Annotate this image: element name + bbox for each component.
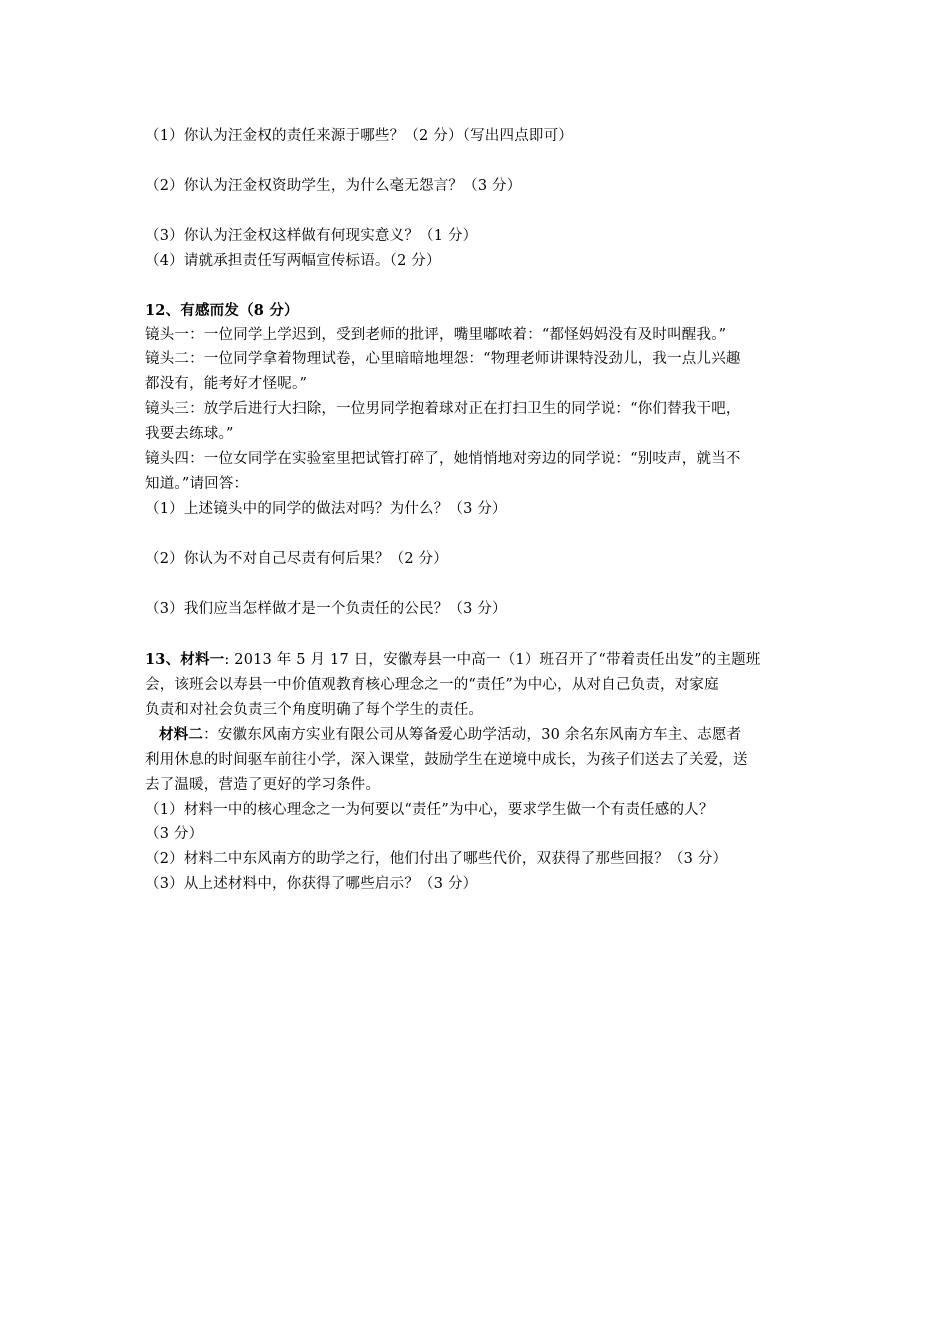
q13-material2-label: 材料二 xyxy=(159,726,204,743)
q13-material1-text: : 2013 年 5 月 17 日，安徽寿县一中高一（1）班召开了“带着责任出发”的主题班 xyxy=(224,652,761,668)
q12-sub3: （3）我们应当怎样做才是一个负责任的公民？（3 分） xyxy=(145,601,507,617)
q12-scene3-line1: 镜头三：放学后进行大扫除，一位男同学抱着球对正在打扫卫生的同学说：“你们替我干吧， xyxy=(145,401,741,417)
q13-material2-line2: 利用休息的时间驱车前往小学，深入课堂，鼓励学生在逆境中成长，为孩子们送去了关爱，送 xyxy=(145,752,748,768)
q13-material2-line1 xyxy=(159,723,741,747)
q12-scene2-line2: 都没有，能考好才怪呢。” xyxy=(145,376,308,392)
q13-sub1-line2: （3 分） xyxy=(145,826,204,842)
q13-material2-line3: 去了温暖，营造了更好的学习条件。 xyxy=(145,777,381,793)
q13-material1-line1 xyxy=(145,648,761,672)
q12-sub1: （1）上述镜头中的同学的做法对吗？为什么？（3 分） xyxy=(145,501,507,517)
q13-sub3: （3）从上述材料中，你获得了哪些启示？（3 分） xyxy=(145,876,478,892)
q11-sub2: （2）你认为汪金权资助学生，为什么毫无怨言？（3 分） xyxy=(145,178,522,194)
q12-scene1: 镜头一：一位同学上学迟到，受到老师的批评，嘴里嘟哝着：“都怪妈妈没有及时叫醒我。” xyxy=(145,327,727,343)
q13-material1-line3: 负责和对社会负责三个角度明确了每个学生的责任。 xyxy=(145,702,484,718)
q12-scene4-line2: 知道。”请回答： xyxy=(145,476,249,492)
q13-heading: 13、材料一 xyxy=(145,651,225,668)
q11-sub3: （3）你认为汪金权这样做有何现实意义？（1 分） xyxy=(145,228,478,244)
q13-sub2: （2）材料二中东风南方的助学之行，他们付出了哪些代价，双获得了那些回报？（3 分） xyxy=(145,851,728,867)
q12-scene3-line2: 我要去练球。” xyxy=(145,426,234,442)
q11-sub1: （1）你认为汪金权的责任来源于哪些？（2 分）（写出四点即可） xyxy=(145,128,574,144)
q13-sub1-line1: （1）材料一中的核心理念之一为何要以“责任”为中心，要求学生做一个有责任感的人？ xyxy=(145,802,714,818)
q12-heading: 12、有感而发（8 分） xyxy=(145,302,299,319)
q12-scene4-line1: 镜头四：一位女同学在实验室里把试管打碎了，她悄悄地对旁边的同学说：“别吱声，就当不 xyxy=(145,451,741,467)
q12-scene2-line1: 镜头二：一位同学拿着物理试卷，心里暗暗地埋怨：“物理老师讲课特没劲儿，我一点儿兴趣 xyxy=(145,351,741,367)
q13-material2-text: ：安徽东风南方实业有限公司从筹备爱心助学活动，30 余名东风南方车主、志愿者 xyxy=(203,727,742,743)
q13-material1-line2: 会，该班会以寿县一中价值观教育核心理念之一的“责任”为中心，从对自己负责，对家庭 xyxy=(145,677,719,693)
q11-sub4: （4）请就承担责任写两幅宣传标语。（2 分） xyxy=(145,253,441,269)
q12-sub2: （2）你认为不对自己尽责有何后果？（2 分） xyxy=(145,551,448,567)
